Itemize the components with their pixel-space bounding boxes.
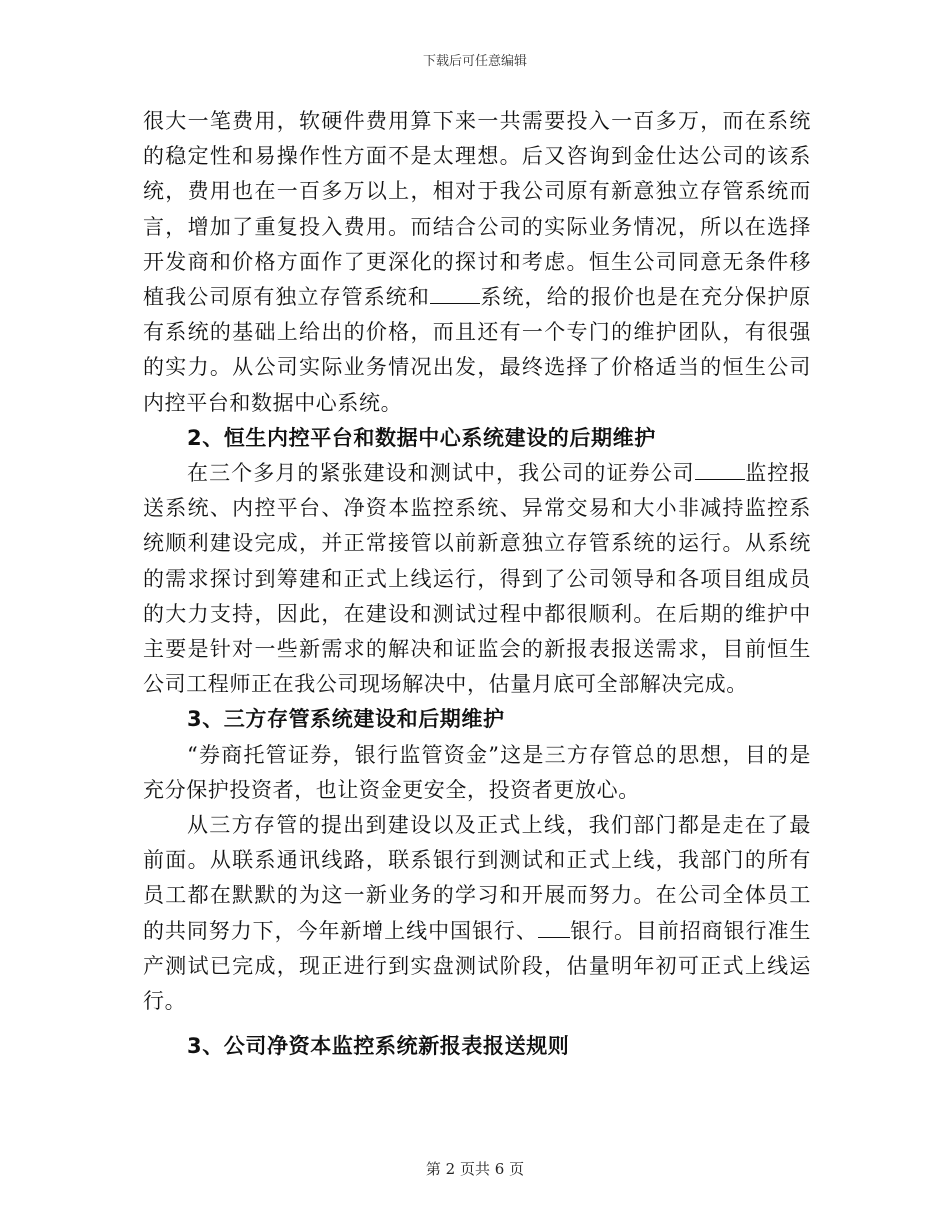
- paragraph-text: 银行。目前招商银行准生产测试已完成，现正进行到实盘测试阶段，估量明年初可正式上线运行。: [143, 918, 811, 1014]
- paragraph-text: 很大一笔费用，软硬件费用算下来一共需要投入一百多万，而在系统的稳定性和易操作性方面不是太理想。后又咨询到金仕达公司的该系统，费用也在一百多万以上，相对于我公司原有新意独立存管系统而言，增加了重复投入费用。而结合公司的实际业务情况，所以在选择开发商和价格方面作了更深化的探讨和考虑。恒生公司同意无条件移植我公司原有独立存管系统和: [143, 109, 811, 310]
- fill-in-blank: [538, 919, 570, 938]
- paragraph-text: 在三个多月的紧张建设和测试中，我公司的证券公司: [187, 461, 695, 486]
- page-header: 下载后可任意编辑: [422, 54, 527, 69]
- paragraph-continuation: [143, 104, 811, 421]
- page-footer: 第 2 页共 6 页: [425, 1160, 525, 1178]
- paragraph-text: 系统，给的报价也是在充分保护原有系统的基础上给出的价格，而且还有一个专门的维护团队，有很强的实力。从公司实际业务情况出发，最终选择了价格适当的恒生公司内控平台和数据中心系统。: [143, 285, 811, 415]
- document-body: [143, 104, 811, 1064]
- paragraph-text: 从三方存管的提出到建设以及正式上线，我们部门都是走在了最前面。从联系通讯线路，联系银行到测试和正式上线，我部门的所有员工都在默默的为这一新业务的学习和开展而努力。在公司全体员工的共同努力下，今年新增上线中国银行、: [143, 813, 811, 943]
- paragraph-custody-idea: “券商托管证券，银行监管资金”这是三方存管总的思想，目的是充分保护投资者，也让资金更安全，投资者更放心。: [143, 742, 811, 802]
- section-heading-2: 2、恒生内控平台和数据中心系统建设的后期维护: [187, 425, 656, 450]
- fill-in-blank: [695, 461, 745, 480]
- paragraph-text: 监控报送系统、内控平台、净资本监控系统、异常交易和大小非减持监控系统顺利建设完成，并正常接管以前新意独立存管系统的运行。从系统的需求探讨到筹建和正式上线运行，得到了公司领导和各项目组成员的大力支持，因此，在建设和测试过程中都很顺利。在后期的维护中主要是针对一些新需求的解决和证监会的新报表报送需求，目前恒生公司工程师正在我公司现场解决中，估量月底可全部解决完成。: [143, 461, 811, 697]
- paragraph-maintenance: [143, 456, 811, 702]
- section-heading-4: 3、公司净资本监控系统新报表报送规则: [187, 1034, 570, 1059]
- fill-in-blank: [430, 285, 480, 304]
- section-heading-3: 3、三方存管系统建设和后期维护: [187, 707, 505, 732]
- paragraph-custody-progress: [143, 808, 811, 1019]
